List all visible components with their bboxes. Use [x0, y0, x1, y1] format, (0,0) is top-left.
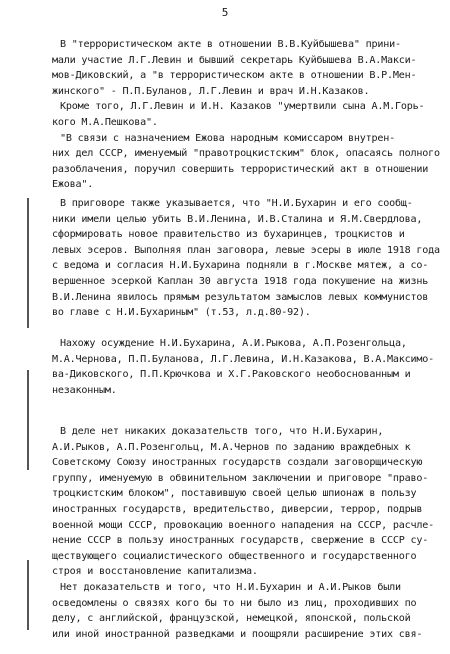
- text-line: В деле нет никаких доказательств того, что Н.И.Бухарин,: [60, 426, 384, 437]
- text-line: ва-Диковского, П.П.Крючкова и Х.Г.Раковского необоснованным и: [52, 369, 411, 381]
- text-line: делу, с английской, французской, немецкой, японской, польской: [52, 613, 411, 625]
- text-line: иностранных государств, вредительство, диверсии, террор, подрыв: [52, 503, 423, 515]
- page-number: 5: [221, 6, 229, 19]
- text-line: Ежова".: [52, 179, 94, 191]
- text-line: группу, именуемую в обвинительном заключении и приговоре "право-: [52, 472, 429, 484]
- paragraph-3: [0, 336, 450, 398]
- text-line: Нахожу осуждение Н.И.Бухарина, А.И.Рыкова, А.П.Розенгольца,: [60, 338, 407, 349]
- paragraph-1: [0, 37, 450, 193]
- text-line: вершенное эсеркой Каплан 30 августа 1918 года покушение на жизнь: [52, 275, 429, 287]
- text-line: строя и восстановление капитализма.: [52, 566, 258, 578]
- text-line: В "террористическом акте в отношении В.В.Куйбышева" прини-: [60, 39, 401, 50]
- text-line: ществующего социалистического общественного и государственного: [52, 550, 417, 562]
- paragraph-4: [0, 424, 450, 642]
- text-line: с ведома и согласия Н.И.Бухарина подняли в г.Москве мятеж, а со-: [52, 260, 429, 272]
- text-line: мов-Диковский, а "в террористическом акте в отношении В.Р.Мен-: [52, 70, 417, 82]
- text-line: Советскому Союзу иностранных государств создали заговорщическую: [52, 457, 423, 469]
- text-line: разоблачения, поручил совершить террористический акт в отношении: [52, 163, 429, 175]
- text-line: них дел СССР, именуемый "правотроцкистским" блок, опасаясь полного: [52, 148, 440, 160]
- text-line: мали участие Л.Г.Левин и бывший секретарь Куйбышева В.А.Макси-: [52, 54, 417, 66]
- text-line: Кроме того, Л.Г.Левин и И.Н. Казаков "умертвили сына А.М.Горь-: [60, 101, 425, 113]
- text-line: ники имели целью убить В.И.Ленина, И.В.Сталина и Я.М.Свердлова,: [52, 213, 423, 225]
- text-line: жинского" - П.П.Буланов, Л.Г.Левин и врач И.Н.Казаков.: [52, 85, 370, 97]
- text-line: троцкистским блоком", поставившую своей целью шпионаж в пользу: [52, 488, 417, 500]
- text-line: осведомлены о связях кого бы то ни было из лиц, проходивших по: [52, 597, 417, 609]
- text-line: левых эсеров. Выполняя план заговора, левые эсеры в июле 1918 года: [52, 244, 440, 256]
- text-line: незаконным.: [52, 384, 117, 396]
- text-line: В приговоре также указывается, что "Н.И.Бухарин и его сообщ-: [60, 198, 413, 209]
- text-line: нение СССР в пользу иностранных государств, свержение в СССР су-: [52, 535, 429, 547]
- text-line: Нет доказательств и того, что Н.И.Бухарин и А.И.Рыков были: [60, 581, 401, 593]
- text-line: кого М.А.Пешкова".: [52, 116, 158, 128]
- text-line: М.А.Чернова, П.П.Буланова, Л.Г.Левина, И.Н.Казакова, В.А.Максимо-: [52, 353, 435, 365]
- text-line: "В связи с назначением Ежова народным комиссаром внутрен-: [60, 132, 395, 144]
- text-line: сформировать новое правительство из бухаринцев, троцкистов и: [52, 229, 405, 241]
- text-line: А.И.Рыков, А.П.Розенгольц, М.А.Чернов по заданию враждебных к: [52, 441, 411, 453]
- text-line: В.И.Ленина явилось прямым результатом замыслов левых коммунистов: [52, 291, 429, 303]
- text-line: военной мощи СССР, провокацию военного нападения на СССР, расчле-: [52, 519, 435, 531]
- paragraph-2: [0, 196, 450, 321]
- text-line: или иной иностранной разведками и поощряли расширение этих свя-: [52, 628, 423, 640]
- text-line: во главе с Н.И.Бухариным" (т.53, л.д.80-92).: [52, 307, 311, 319]
